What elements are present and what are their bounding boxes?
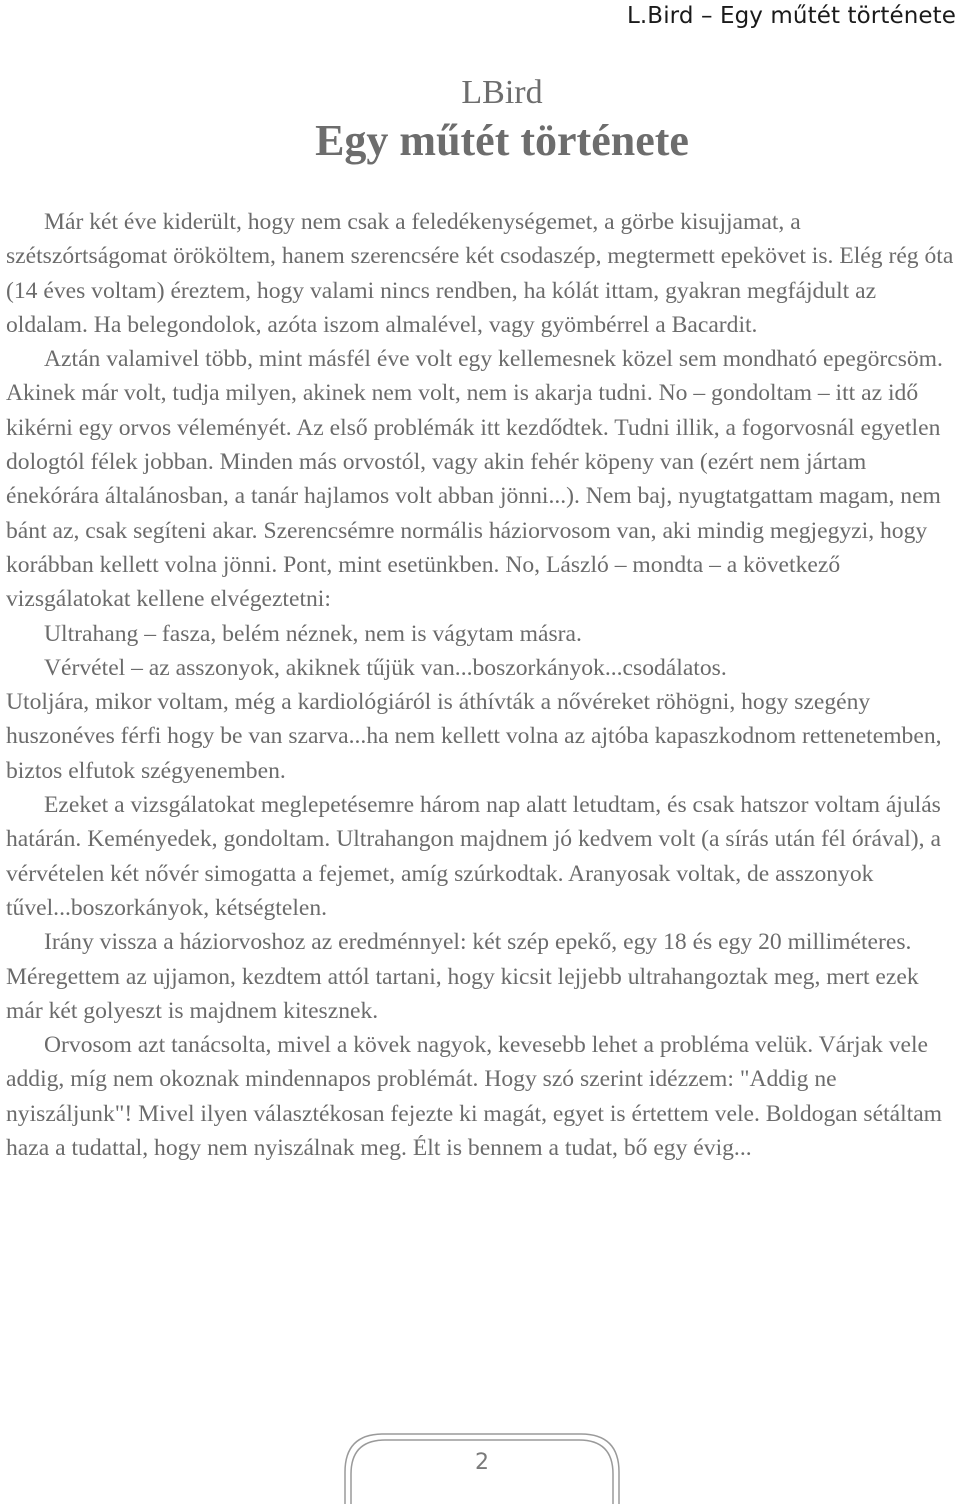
page-number: 2 xyxy=(475,1450,489,1475)
document-title: Egy műtét története xyxy=(315,116,689,165)
paragraph-5: Utoljára, mikor voltam, még a kardiológiáról is áthívták a nővéreket röhögni, hogy szegény huszonéves férfi hogy be van szarva...ha nem kellett volna az ajtóba kapaszkodnom rettenetemben, biztos elfutok szégyenemben. xyxy=(6,689,942,784)
paragraph-7: Irány vissza a háziorvoshoz az eredménnyel: két szép epekő, egy 18 és egy 20 milliméteres. Méregettem az ujjamon, kezdtem attól tartani, hogy kicsit lejjebb ultrahangoztak meg, mert ezek már két golyeszt is majdnem kitesznek. xyxy=(6,929,919,1024)
paragraph-2: Aztán valamivel több, mint másfél éve volt egy kellemesnek közel sem mondható epegörcsöm. Akinek már volt, tudja milyen, akinek nem volt, nem is akarja tudni. No – gondoltam – itt az idő kikérni egy orvos véleményét. Az első problémák itt kezdődtek. Tudni illik, a fogorvosnál egyetlen dologtól félek jobban. Minden más orvostól, vagy akin fehér köpeny van (ezért nem jártam énekórára általánosban, a tanár hajlamos volt abban jönni...). Nem baj, nyugtatgattam magam, nem bánt az, csak segíteni akar. Szerencsémre normális háziorvosom van, aki mindig megjegyzi, hogy korábban kellett volna jönni. Pont, mint esetünkben. No, László – mondta – a következő vizsgálatokat kellene elvégeztetni: xyxy=(6,346,943,613)
author-name: LBird xyxy=(461,74,543,111)
document-body xyxy=(6,205,954,1165)
header-rule xyxy=(0,42,960,44)
running-header: L.Bird – Egy műtét története xyxy=(626,3,956,29)
paragraph-4: Vérvétel – az asszonyok, akiknek tűjük van...boszorkányok...csodálatos. xyxy=(44,654,727,681)
paragraph-1: Már két éve kiderült, hogy nem csak a feledékenységemet, a görbe kisujjamat, a szétszórtságomat örököltem, hanem szerencsére két csodaszép, megtermett epekövet is. Elég rég óta (14 éves voltam) éreztem, hogy valami nincs rendben, ha kólát ittam, gyakran megfájdult az oldalam. Ha belegondolok, azóta iszom almalével, vagy gyömbérrel a Bacardit. xyxy=(6,209,954,338)
paragraph-6: Ezeket a vizsgálatokat meglepetésemre három nap alatt letudtam, és csak hatszor voltam ájulás határán. Keményedek, gondoltam. Ultrahangon majdnem jó kedvem volt (a sírás után fél órával), a vérvételen két nővér simogatta a fejemet, amíg szúrkodtak. Aranyosak voltak, de asszonyok tűvel...boszorkányok, kétségtelen. xyxy=(6,792,941,921)
paragraph-8: Orvosom azt tanácsolta, mivel a kövek nagyok, kevesebb lehet a probléma velük. Várjak vele addig, míg nem okoznak mindennapos problémát. Hogy szó szerint idézzem: "Addig ne nyiszáljunk"! Mivel ilyen választékosan fejezte ki magát, egyet is értettem vele. Boldogan sétáltam haza a tudattal, hogy nem nyiszálnak meg. Élt is bennem a tudat, bő egy évig... xyxy=(6,1032,943,1162)
paragraph-3: Ultrahang – fasza, belém néznek, nem is vágytam másra. xyxy=(44,620,582,647)
